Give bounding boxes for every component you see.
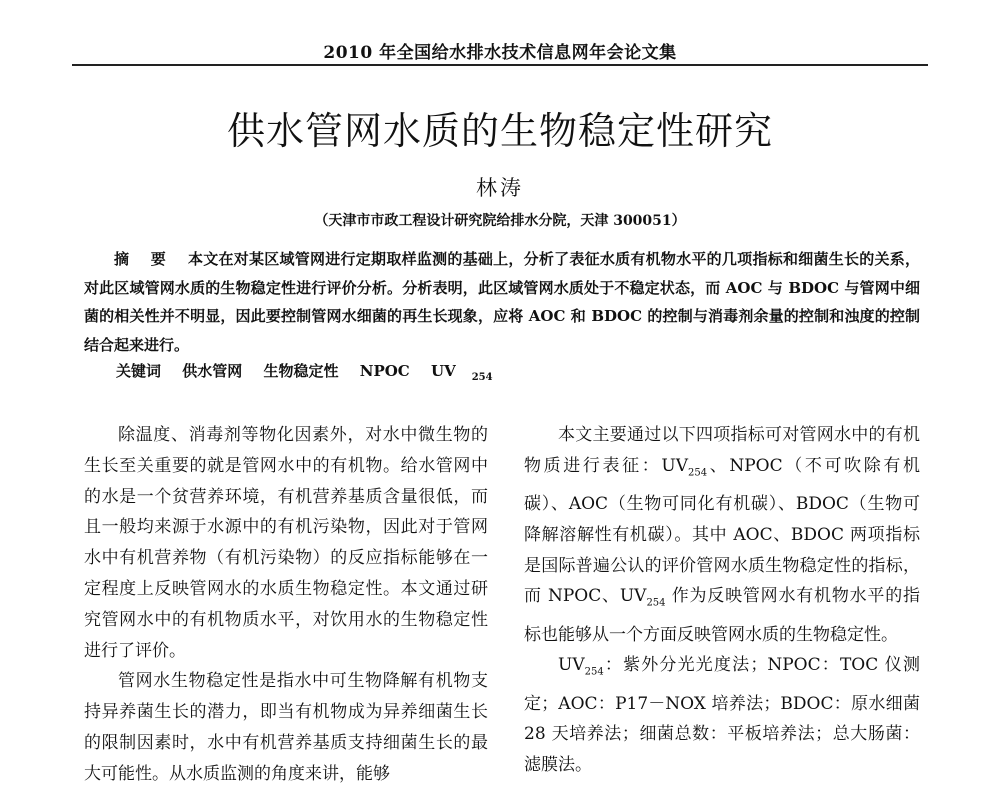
body-paragraph: 管网水生物稳定性是指水中可生物降解有机物支持异养菌生长的潜力，即当有机物成为异养细菌生长的限制因素时，水中有机营养基质支持细菌生长的最大可能性。从水质监测的角度来讲，能够: [84, 671, 488, 784]
body-left-column: [84, 420, 488, 790]
abstract-label: 摘 要: [114, 250, 174, 268]
body-paragraph: 除温度、消毒剂等物化因素外，对水中微生物的生长至关重要的就是管网水中的有机物。给水管网中的水是一个贫营养环境，有机营养基质含量很低，而且一般均来源于水源中的有机污染物，因此对于管网水中有机营养物（有机污染物）的反应指标能够在一定程度上反映管网水的水质生物稳定性。本文通过研究管网水中的有机物质水平，对饮用水的生物稳定性进行了评价。: [84, 425, 488, 661]
keyword-item: 生物稳定性: [263, 362, 339, 380]
journal-header: 2010 年全国给水排水技术信息网年会论文集: [323, 43, 677, 63]
article-title: 供水管网水质的生物稳定性研究: [226, 109, 773, 153]
keyword-item: UV $_{254}$: [430, 362, 493, 383]
keyword-item: NPOC: [359, 362, 410, 380]
abstract-text: 本文在对某区域管网进行定期取样监测的基础上，分析了表征水质有机物水平的几项指标和细菌生长的关系，对此区域管网水质的生物稳定性进行评价分析。分析表明，此区域管网水质处于不稳定状态，而 AOC 与 BDOC 与管网中细菌的相关性并不明显，因此要控制管网水细菌的再生长现象，应将 AOC 和 BDOC 的控制与消毒剂余量的控制和浊度的控制结合起来进行。: [84, 250, 920, 354]
keywords: [116, 360, 509, 383]
body-paragraph: $UV_{254}$：紫外分光光度法；NPOC：TOC 仪测定；AOC：P17－NOX 培养法；BDOC：原水细菌 28 天培养法；细菌总数：平板培养法；总大肠菌：滤膜法。: [524, 655, 920, 776]
body-paragraph: 本文主要通过以下四项指标可对管网水中的有机物质进行表征：$UV_{254}$、NPOC（不可吹除有机碳）、AOC（生物可同化有机碳）、BDOC（生物可降解溶解性有机碳）。其中 AOC、BDOC 两项指标是国际普遍公认的评价管网水质生物稳定性的指标，而 NPOC、$UV_{254}$ 作为反映管网水有机物水平的指标也能够从一个方面反映管网水质的生物稳定性。: [524, 425, 921, 645]
author-name: 林涛: [476, 176, 524, 200]
keywords-label: 关键词: [116, 362, 162, 380]
author-affiliation: （天津市市政工程设计研究院给排水分院，天津 300051）: [314, 213, 686, 229]
body-right-column: [524, 420, 920, 781]
keyword-item: 供水管网: [182, 362, 243, 380]
abstract: [84, 245, 920, 359]
header-rule: [72, 64, 928, 66]
